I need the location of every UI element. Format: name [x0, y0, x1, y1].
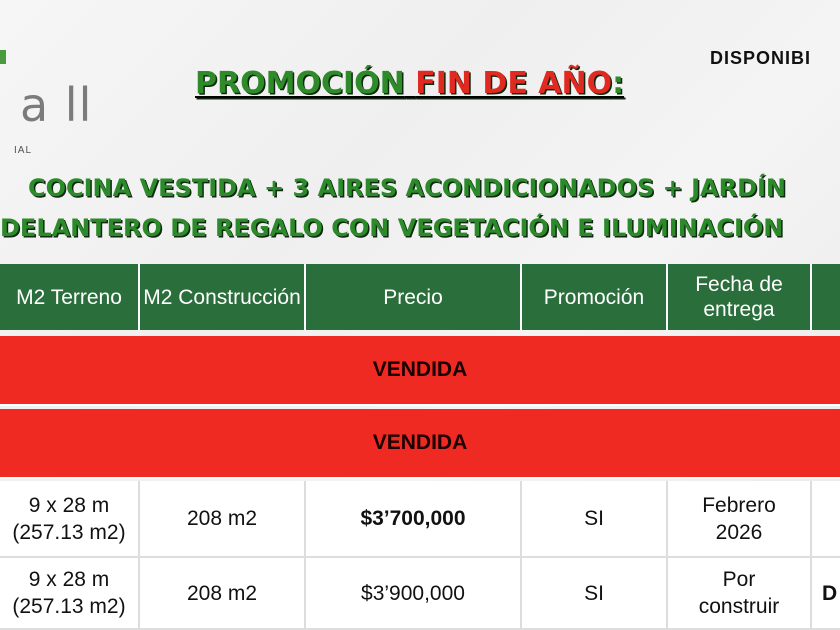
- promo-gift-line-2: DELANTERO DE REGALO CON VEGETACIÓN E ILUMINACIÓN: [0, 214, 784, 242]
- cell-extra: D: [812, 558, 840, 630]
- col-header-entrega: Fecha de entrega: [668, 264, 812, 330]
- logo: a ll: [20, 78, 93, 132]
- cell-precio: $3’900,000: [306, 558, 522, 630]
- cell-entrega: Por construir: [668, 558, 812, 630]
- promo-title-part1: PROMOCIÓN: [195, 66, 405, 101]
- cell-construccion: 208 m2: [140, 481, 306, 558]
- col-header-promocion: Promoción: [522, 264, 668, 330]
- cell-promocion: SI: [522, 481, 668, 558]
- availability-heading: DISPONIBI: [710, 48, 812, 68]
- cell-entrega: Febrero 2026: [668, 481, 812, 558]
- logo-subtitle: IAL: [14, 145, 33, 156]
- cell-terreno: 9 x 28 m (257.13 m2): [0, 558, 140, 630]
- cell-precio: $3’700,000: [306, 481, 522, 558]
- promo-title-colon: :: [612, 66, 625, 101]
- promo-gift-line-1: COCINA VESTIDA + 3 AIRES ACONDICIONADOS + JARDÍN: [28, 174, 787, 202]
- logo-accent: [0, 50, 6, 64]
- col-header-terreno: M2 Terreno: [0, 264, 140, 330]
- cell-construccion: 208 m2: [140, 558, 306, 630]
- col-header-construccion: M2 Construcción: [140, 264, 306, 330]
- promo-title-part2: FIN DE AÑO: [415, 66, 613, 101]
- promo-title: [195, 66, 624, 101]
- cell-promocion: SI: [522, 558, 668, 630]
- col-header-extra: [812, 264, 840, 330]
- cell-terreno: 9 x 28 m (257.13 m2): [0, 481, 140, 558]
- sold-row: VENDIDA: [0, 409, 840, 479]
- sold-row: VENDIDA: [0, 336, 840, 406]
- cell-extra: [812, 481, 840, 558]
- col-header-precio: Precio: [306, 264, 522, 330]
